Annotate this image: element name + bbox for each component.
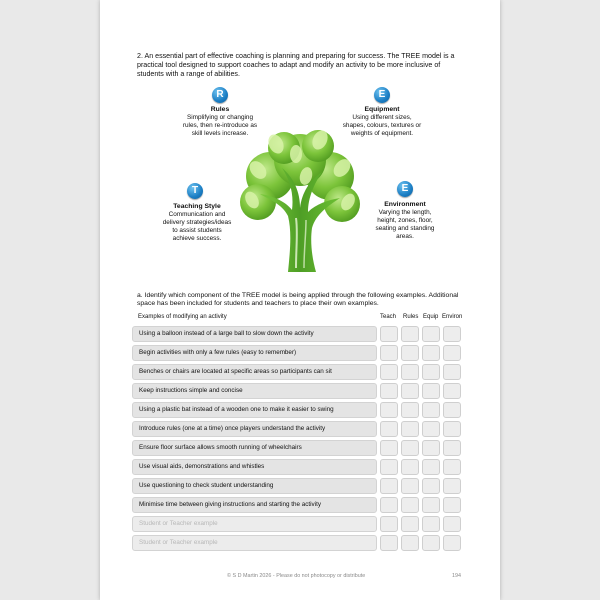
environ-checkbox[interactable] xyxy=(443,421,461,437)
teach-checkbox[interactable] xyxy=(380,421,398,437)
equipment-badge-icon: E xyxy=(374,87,390,103)
student-example-field[interactable]: Student or Teacher example xyxy=(132,535,377,551)
environ-checkbox[interactable] xyxy=(443,497,461,513)
environ-checkbox[interactable] xyxy=(443,478,461,494)
equip-checkbox[interactable] xyxy=(422,478,440,494)
equipment-title: Equipment xyxy=(364,106,400,113)
column-header-rules: Rules xyxy=(403,314,419,320)
teaching-component xyxy=(162,203,232,243)
rules-checkbox[interactable] xyxy=(401,459,419,475)
teach-checkbox[interactable] xyxy=(380,364,398,380)
teach-checkbox[interactable] xyxy=(380,440,398,456)
teach-checkbox[interactable] xyxy=(380,478,398,494)
table-row: Introduce rules (one at a time) once players understand the activity xyxy=(132,421,377,437)
rules-checkbox[interactable] xyxy=(401,421,419,437)
teach-checkbox[interactable] xyxy=(380,459,398,475)
teach-checkbox[interactable] xyxy=(380,383,398,399)
equip-checkbox[interactable] xyxy=(422,364,440,380)
equip-checkbox[interactable] xyxy=(422,402,440,418)
equip-checkbox[interactable] xyxy=(422,497,440,513)
rules-checkbox[interactable] xyxy=(401,326,419,342)
environ-checkbox[interactable] xyxy=(443,516,461,532)
environ-checkbox[interactable] xyxy=(443,459,461,475)
rules-checkbox[interactable] xyxy=(401,497,419,513)
teaching-badge-icon: T xyxy=(187,183,203,199)
question-a-text: a. Identify which component of the TREE model is being applied through the following examples. Additional space has been included for students and teachers to place their own examples. xyxy=(137,292,459,308)
rules-checkbox[interactable] xyxy=(401,478,419,494)
teach-checkbox[interactable] xyxy=(380,516,398,532)
worksheet-page xyxy=(100,0,500,600)
tree-model-diagram xyxy=(100,80,500,280)
rules-title: Rules xyxy=(210,106,230,113)
environment-description: Varying the length, height, zones, floor, seating and standing areas. xyxy=(375,208,435,240)
rules-checkbox[interactable] xyxy=(401,535,419,551)
equip-checkbox[interactable] xyxy=(422,383,440,399)
equip-checkbox[interactable] xyxy=(422,421,440,437)
table-row: Use visual aids, demonstrations and whistles xyxy=(132,459,377,475)
rules-checkbox[interactable] xyxy=(401,364,419,380)
student-example-field[interactable]: Student or Teacher example xyxy=(132,516,377,532)
teach-checkbox[interactable] xyxy=(380,497,398,513)
environ-checkbox[interactable] xyxy=(443,402,461,418)
teach-checkbox[interactable] xyxy=(380,345,398,361)
equip-checkbox[interactable] xyxy=(422,459,440,475)
table-header-examples: Examples of modifying an activity xyxy=(138,314,227,320)
intro-text: 2. An essential part of effective coaching is planning and preparing for success. The TREE model is a practical tool designed to support coaches to adapt and modify an activity to be more inclusive of students with a range of abilities. xyxy=(137,52,455,79)
page-number: 194 xyxy=(452,573,461,579)
teaching-title: Teaching Style xyxy=(173,203,221,210)
tree-icon xyxy=(230,124,370,272)
environ-checkbox[interactable] xyxy=(443,440,461,456)
environ-checkbox[interactable] xyxy=(443,535,461,551)
table-row: Begin activities with only a few rules (easy to remember) xyxy=(132,345,377,361)
environ-checkbox[interactable] xyxy=(443,326,461,342)
table-row: Benches or chairs are located at specific areas so participants can sit xyxy=(132,364,377,380)
table-row: Minimise time between giving instructions and starting the activity xyxy=(132,497,377,513)
teach-checkbox[interactable] xyxy=(380,402,398,418)
rules-description: Simplifying or changing rules, then re-introduce as skill levels increase. xyxy=(182,113,258,137)
environ-checkbox[interactable] xyxy=(443,345,461,361)
table-row: Using a plastic bat instead of a wooden one to make it easier to swing xyxy=(132,402,377,418)
teaching-description: Communication and delivery strategies/ideas to assist students achieve success. xyxy=(162,210,232,242)
rules-checkbox[interactable] xyxy=(401,516,419,532)
teach-checkbox[interactable] xyxy=(380,326,398,342)
column-header-teach: Teach xyxy=(380,314,397,320)
column-header-environ: Environ xyxy=(442,314,463,320)
equip-checkbox[interactable] xyxy=(422,516,440,532)
rules-checkbox[interactable] xyxy=(401,440,419,456)
table-row: Using a balloon instead of a large ball to slow down the activity xyxy=(132,326,377,342)
table-row: Keep instructions simple and concise xyxy=(132,383,377,399)
environ-checkbox[interactable] xyxy=(443,383,461,399)
copyright-notice: © S D Martin 2026 - Please do not photocopy or distribute xyxy=(227,573,366,579)
environment-badge-icon: E xyxy=(397,181,413,197)
rules-checkbox[interactable] xyxy=(401,345,419,361)
environment-title: Environment xyxy=(384,201,426,208)
table-row: Ensure floor surface allows smooth running of wheelchairs xyxy=(132,440,377,456)
equip-checkbox[interactable] xyxy=(422,326,440,342)
table-row: Use questioning to check student understanding xyxy=(132,478,377,494)
environment-component xyxy=(370,201,440,241)
rules-badge-icon: R xyxy=(212,87,228,103)
equip-checkbox[interactable] xyxy=(422,440,440,456)
teach-checkbox[interactable] xyxy=(380,535,398,551)
environ-checkbox[interactable] xyxy=(443,364,461,380)
equip-checkbox[interactable] xyxy=(422,535,440,551)
rules-checkbox[interactable] xyxy=(401,402,419,418)
column-header-equip: Equip xyxy=(423,314,439,320)
rules-checkbox[interactable] xyxy=(401,383,419,399)
equipment-description: Using different sizes, shapes, colours, textures or weights of equipment. xyxy=(342,113,422,137)
equip-checkbox[interactable] xyxy=(422,345,440,361)
